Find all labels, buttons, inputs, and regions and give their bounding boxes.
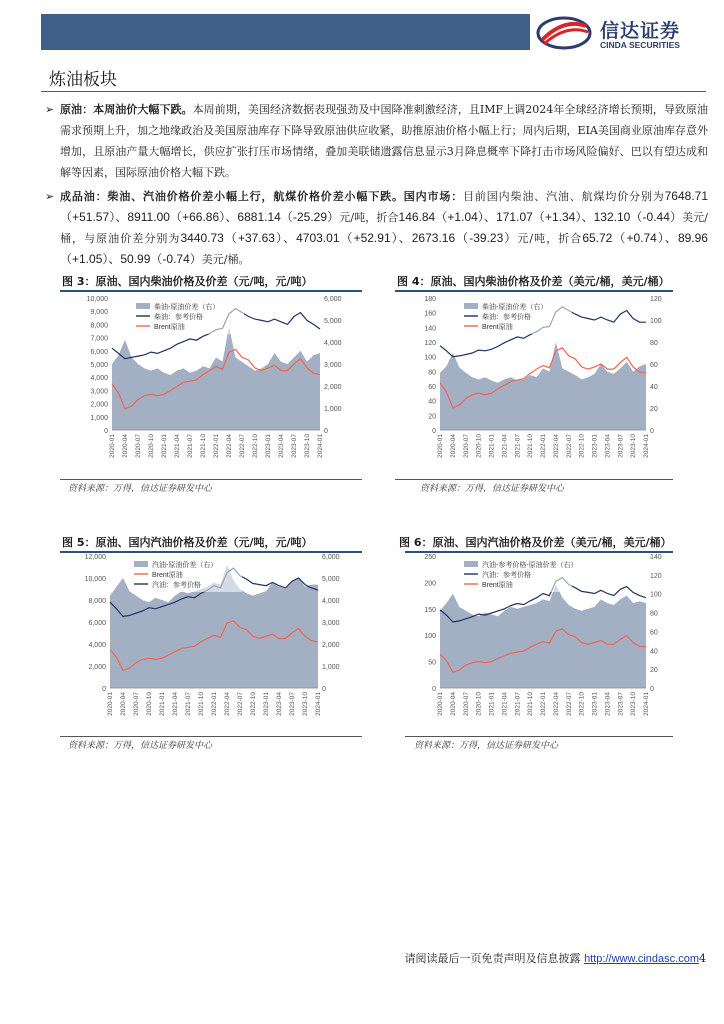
y-left-tick-label: 4,000 — [88, 642, 106, 649]
y-right-tick-label: 20 — [650, 406, 658, 413]
y-left-tick-label: 20 — [428, 413, 436, 421]
price-values: 7648.71（+51.57）、8911.00（+66.86）、6881.14（-25.29） — [60, 189, 709, 224]
y-right-tick-label: 60 — [650, 629, 658, 637]
x-tick-label: 2022-07 — [565, 692, 573, 716]
chart-svg — [64, 294, 360, 478]
x-tick-label: 2020-10 — [148, 434, 155, 458]
y-left-tick-label: 0 — [104, 428, 108, 435]
y-left-tick-label: 10,000 — [86, 296, 108, 303]
arrow-bullet-icon: ➢ — [45, 190, 55, 203]
y-left-tick-label: 2,000 — [90, 401, 108, 409]
y-right-tick-label: 120 — [650, 572, 662, 580]
x-tick-label: 2024-01 — [315, 692, 322, 716]
y-right-tick-label: 0 — [650, 686, 654, 693]
x-tick-label: 2021-07 — [187, 434, 194, 458]
y-left-tick-label: 200 — [424, 580, 436, 588]
figure-4-caption: 图 4：原油、国内柴油价格及价差（美元/桶，美元/桶） — [397, 275, 670, 288]
legend-label: 汽油：参考价格 — [152, 582, 201, 589]
y-left-tick-label: 160 — [424, 310, 436, 318]
legend-swatch-area — [134, 561, 148, 567]
y-left-tick-label: 8,000 — [90, 322, 108, 330]
x-tick-label: 2022-10 — [578, 434, 586, 458]
legend-label: 柴油：参考价格 — [482, 314, 531, 321]
y-left-tick-label: 8,000 — [88, 598, 106, 605]
y-right-tick-label: 80 — [650, 610, 658, 618]
y-right-tick-label: 20 — [650, 667, 658, 675]
x-tick-label: 2024-01 — [643, 692, 650, 716]
x-tick-label: 2020-04 — [449, 692, 457, 716]
x-tick-label: 2020-04 — [122, 434, 129, 458]
legend-label: 柴油：参考价格 — [154, 314, 203, 321]
x-tick-label: 2021-10 — [198, 692, 205, 716]
header-bar — [41, 14, 530, 50]
x-tick-label: 2022-07 — [239, 434, 246, 458]
legend-label: 柴油-原油价差（右） — [154, 304, 220, 311]
x-tick-label: 2022-04 — [552, 692, 560, 716]
arrow-bullet-icon: ➢ — [45, 103, 55, 116]
y-left-tick-label: 0 — [102, 686, 106, 693]
price-values: 146.84（+1.04）、171.07（+1.34）、132.10（-0.44） — [398, 210, 683, 224]
legend-label: 柴油-原油价差（右） — [482, 304, 548, 311]
figure-6-chart — [406, 552, 674, 736]
y-right-tick-label: 40 — [650, 648, 658, 656]
logo-text-cn: 信达证券 — [600, 20, 681, 42]
y-right-tick-label: 100 — [650, 318, 662, 325]
x-tick-label: 2020-01 — [109, 434, 116, 458]
y-right-tick-label: 3,000 — [322, 620, 340, 627]
paragraph-body: 元/吨，折合 — [339, 211, 399, 224]
chart-svg — [62, 552, 358, 736]
x-tick-label: 2023-04 — [278, 434, 285, 458]
x-tick-label: 2023-10 — [302, 692, 309, 716]
x-tick-label: 2020-10 — [475, 434, 483, 458]
y-left-tick-label: 10,000 — [84, 576, 106, 583]
y-left-tick-label: 6,000 — [90, 348, 108, 356]
figure-3-source: 资料来源：万得，信达证券研发中心 — [68, 484, 213, 494]
x-tick-label: 2022-01 — [540, 434, 547, 458]
y-left-tick-label: 80 — [428, 369, 436, 377]
y-right-tick-label: 100 — [650, 591, 662, 599]
x-tick-label: 2022-01 — [211, 692, 218, 716]
x-tick-label: 2023-04 — [276, 692, 283, 716]
x-tick-label: 2022-01 — [213, 434, 220, 458]
y-left-tick-label: 4,000 — [90, 375, 108, 383]
x-tick-label: 2024-01 — [643, 434, 650, 458]
x-tick-label: 2021-04 — [174, 434, 181, 458]
x-tick-label: 2020-07 — [133, 692, 140, 716]
x-tick-label: 2023-10 — [630, 692, 638, 716]
y-right-tick-label: 0 — [324, 428, 328, 435]
figure-4-rule — [395, 290, 673, 292]
x-tick-label: 2023-01 — [591, 434, 599, 458]
x-tick-label: 2021-10 — [200, 434, 207, 458]
x-tick-label: 2021-07 — [514, 434, 522, 458]
y-left-tick-label: 150 — [424, 606, 436, 614]
x-tick-label: 2023-04 — [604, 434, 612, 458]
x-tick-label: 2020-01 — [107, 692, 114, 716]
x-tick-label: 2021-01 — [488, 434, 496, 458]
y-left-tick-label: 12,000 — [84, 554, 106, 561]
y-left-tick-label: 2,000 — [88, 664, 106, 671]
y-left-tick-label: 100 — [424, 354, 436, 362]
y-right-tick-label: 120 — [650, 296, 662, 303]
website-link[interactable]: http://www.cindasc.com — [584, 953, 699, 965]
x-tick-label: 2021-04 — [172, 692, 179, 716]
x-tick-label: 2021-04 — [501, 434, 509, 458]
y-left-tick-label: 1,000 — [90, 414, 108, 422]
y-left-tick-label: 3,000 — [90, 388, 108, 396]
figure-5-source: 资料来源：万得，信达证券研发中心 — [68, 741, 213, 751]
y-right-tick-label: 6,000 — [324, 296, 342, 303]
legend-label: Brent原油 — [482, 582, 513, 589]
paragraph-lead: 成品油：柴油、汽油价格价差小幅上行，航煤价格价差小幅下跌。国内市场： — [60, 190, 464, 203]
x-tick-label: 2023-10 — [304, 434, 311, 458]
legend-label: 汽油-参考价格-原油价差（右） — [482, 562, 578, 569]
x-tick-label: 2020-04 — [449, 434, 457, 458]
x-tick-label: 2023-07 — [617, 434, 625, 458]
figure-3-rule — [60, 290, 362, 292]
x-tick-label: 2021-01 — [159, 692, 166, 716]
x-tick-label: 2020-07 — [462, 434, 470, 458]
y-left-tick-label: 180 — [424, 296, 436, 303]
paragraph-crude-oil — [45, 99, 709, 183]
company-logo — [536, 16, 706, 50]
x-tick-label: 2022-10 — [578, 692, 586, 716]
paragraph-body: 目前国内柴油、汽油、航煤均价分别为 — [463, 190, 665, 203]
section-title: 炼油板块 — [49, 70, 117, 90]
title-divider — [41, 91, 706, 92]
y-left-tick-label: 6,000 — [88, 620, 106, 627]
figure-3-note-rule — [60, 479, 362, 480]
x-tick-label: 2023-01 — [591, 692, 599, 716]
x-tick-label: 2020-04 — [120, 692, 127, 716]
legend-label: Brent原油 — [152, 572, 183, 579]
y-right-tick-label: 0 — [322, 686, 326, 693]
legend-swatch-area — [464, 303, 478, 309]
spread-values: 65.72（+0.74）、89.96（+1.05）、50.99（-0.74） — [60, 231, 708, 266]
y-left-tick-label: 100 — [424, 633, 436, 641]
y-right-tick-label: 1,000 — [324, 406, 342, 413]
y-right-tick-label: 0 — [650, 428, 654, 435]
x-tick-label: 2021-07 — [185, 692, 192, 716]
x-tick-label: 2023-07 — [617, 692, 625, 716]
y-right-tick-label: 60 — [650, 362, 658, 369]
figure-4-source: 资料来源：万得，信达证券研发中心 — [420, 484, 565, 494]
paragraph-body: 本周前期，美国经济数据表现强劲及中国降准刺激经济，且IMF上调2024年全球经济增长预期，导致原油需求预期上升，加之地缘政治及美国原油库存下降导致原油供应收紧，助推原油价格小幅上行；周内后期，EIA美国商业原油库存意外增加，且原油产量大幅增长，供应扩张打压市场情绪，叠加美联储遗露信息显示3月降息概率下降打击市场风险偏好、巴以有望达成和解等因素，国际原油价格大幅下跌。 — [60, 103, 709, 179]
x-tick-label: 2020-10 — [475, 692, 483, 716]
y-right-tick-label: 2,000 — [324, 384, 342, 391]
x-tick-label: 2023-07 — [289, 692, 296, 716]
x-tick-label: 2022-07 — [565, 434, 573, 458]
x-tick-label: 2023-01 — [265, 434, 272, 458]
y-right-tick-label: 5,000 — [322, 576, 340, 583]
y-right-tick-label: 80 — [650, 340, 658, 347]
y-left-tick-label: 250 — [424, 554, 436, 561]
legend-label: Brent原油 — [482, 324, 513, 331]
paragraph-body: 美元/桶。 — [201, 253, 250, 266]
y-right-tick-label: 140 — [650, 554, 662, 561]
series-area-spread — [440, 584, 646, 688]
x-tick-label: 2021-04 — [501, 692, 509, 716]
figure-5-caption: 图 5：原油、国内汽油价格及价差（元/吨，元/吨） — [62, 536, 313, 549]
figure-3-caption: 图 3：原油、国内柴油价格及价差（元/吨，元/吨） — [62, 275, 313, 288]
x-tick-label: 2022-10 — [250, 692, 257, 716]
x-tick-label: 2023-07 — [291, 434, 298, 458]
y-left-tick-label: 0 — [432, 428, 436, 435]
paragraph-refined-oil — [45, 186, 709, 270]
y-left-tick-label: 9,000 — [90, 309, 108, 317]
page-number: 4 — [699, 952, 706, 965]
figure-4-note-rule — [395, 479, 673, 480]
y-right-tick-label: 4,000 — [322, 598, 340, 605]
y-right-tick-label: 4,000 — [324, 340, 342, 347]
y-left-tick-label: 50 — [428, 659, 436, 667]
y-left-tick-label: 7,000 — [90, 335, 108, 343]
x-tick-label: 2022-10 — [252, 434, 259, 458]
x-tick-label: 2020-01 — [437, 434, 444, 458]
figure-5-chart — [62, 552, 358, 736]
paragraph-body: 美元/桶，与原油价差分别为 — [60, 211, 708, 245]
y-right-tick-label: 5,000 — [324, 318, 342, 325]
legend-label: 汽油：参考价格 — [482, 572, 531, 579]
x-tick-label: 2021-01 — [488, 692, 496, 716]
y-right-tick-label: 2,000 — [322, 642, 340, 649]
footer — [405, 950, 706, 966]
figure-6-caption: 图 6：原油、国内汽油价格及价差（美元/桶，美元/桶） — [399, 536, 672, 549]
x-tick-label: 2022-01 — [540, 692, 547, 716]
figure-6-note-rule — [405, 736, 673, 737]
disclaimer-text: 请阅读最后一页免责声明及信息披露 — [404, 952, 581, 965]
figure-4-chart — [402, 294, 674, 478]
paragraph-body: 元/吨，折合 — [517, 232, 583, 245]
x-tick-label: 2022-04 — [224, 692, 231, 716]
x-tick-label: 2022-04 — [226, 434, 233, 458]
series-area-spread — [112, 327, 320, 430]
figure-5-note-rule — [60, 736, 362, 737]
series-area-spread — [440, 342, 646, 430]
spread-values: 3440.73（+37.63）、4703.01（+52.91）、2673.16（-39.23） — [180, 231, 518, 245]
y-left-tick-label: 120 — [424, 340, 436, 347]
chart-svg — [406, 552, 674, 736]
x-tick-label: 2020-01 — [437, 692, 444, 716]
y-left-tick-label: 5,000 — [90, 362, 108, 369]
paragraph-lead: 原油：本周油价大幅下跌。 — [60, 103, 193, 116]
legend-swatch-area — [464, 561, 478, 567]
y-right-tick-label: 1,000 — [322, 664, 340, 671]
y-left-tick-label: 0 — [432, 686, 436, 693]
y-left-tick-label: 40 — [428, 398, 436, 406]
y-right-tick-label: 6,000 — [322, 554, 340, 561]
chart-svg — [402, 294, 674, 478]
x-tick-label: 2023-01 — [263, 692, 270, 716]
x-tick-label: 2020-07 — [462, 692, 470, 716]
x-tick-label: 2021-10 — [527, 692, 535, 716]
x-tick-label: 2022-07 — [237, 692, 244, 716]
x-tick-label: 2021-01 — [161, 434, 168, 458]
y-right-tick-label: 3,000 — [324, 362, 342, 369]
y-left-tick-label: 60 — [428, 384, 436, 391]
legend-label: Brent原油 — [154, 324, 185, 331]
figure-3-chart — [64, 294, 360, 478]
x-tick-label: 2022-04 — [552, 434, 560, 458]
x-tick-label: 2020-10 — [146, 692, 153, 716]
legend-swatch-area — [136, 303, 150, 309]
legend-label: 汽油-原油价差（右） — [152, 562, 218, 569]
x-tick-label: 2024-01 — [317, 434, 324, 458]
cinda-logo-icon — [536, 16, 592, 50]
logo-text-en: CINDA SECURITIES — [600, 40, 680, 50]
x-tick-label: 2023-10 — [630, 434, 638, 458]
figure-6-source: 资料来源：万得，信达证券研发中心 — [414, 741, 559, 751]
x-tick-label: 2020-07 — [135, 434, 142, 458]
x-tick-label: 2023-04 — [604, 692, 612, 716]
y-right-tick-label: 40 — [650, 384, 658, 391]
x-tick-label: 2021-10 — [527, 434, 535, 458]
x-tick-label: 2021-07 — [514, 692, 522, 716]
y-left-tick-label: 140 — [424, 325, 436, 333]
